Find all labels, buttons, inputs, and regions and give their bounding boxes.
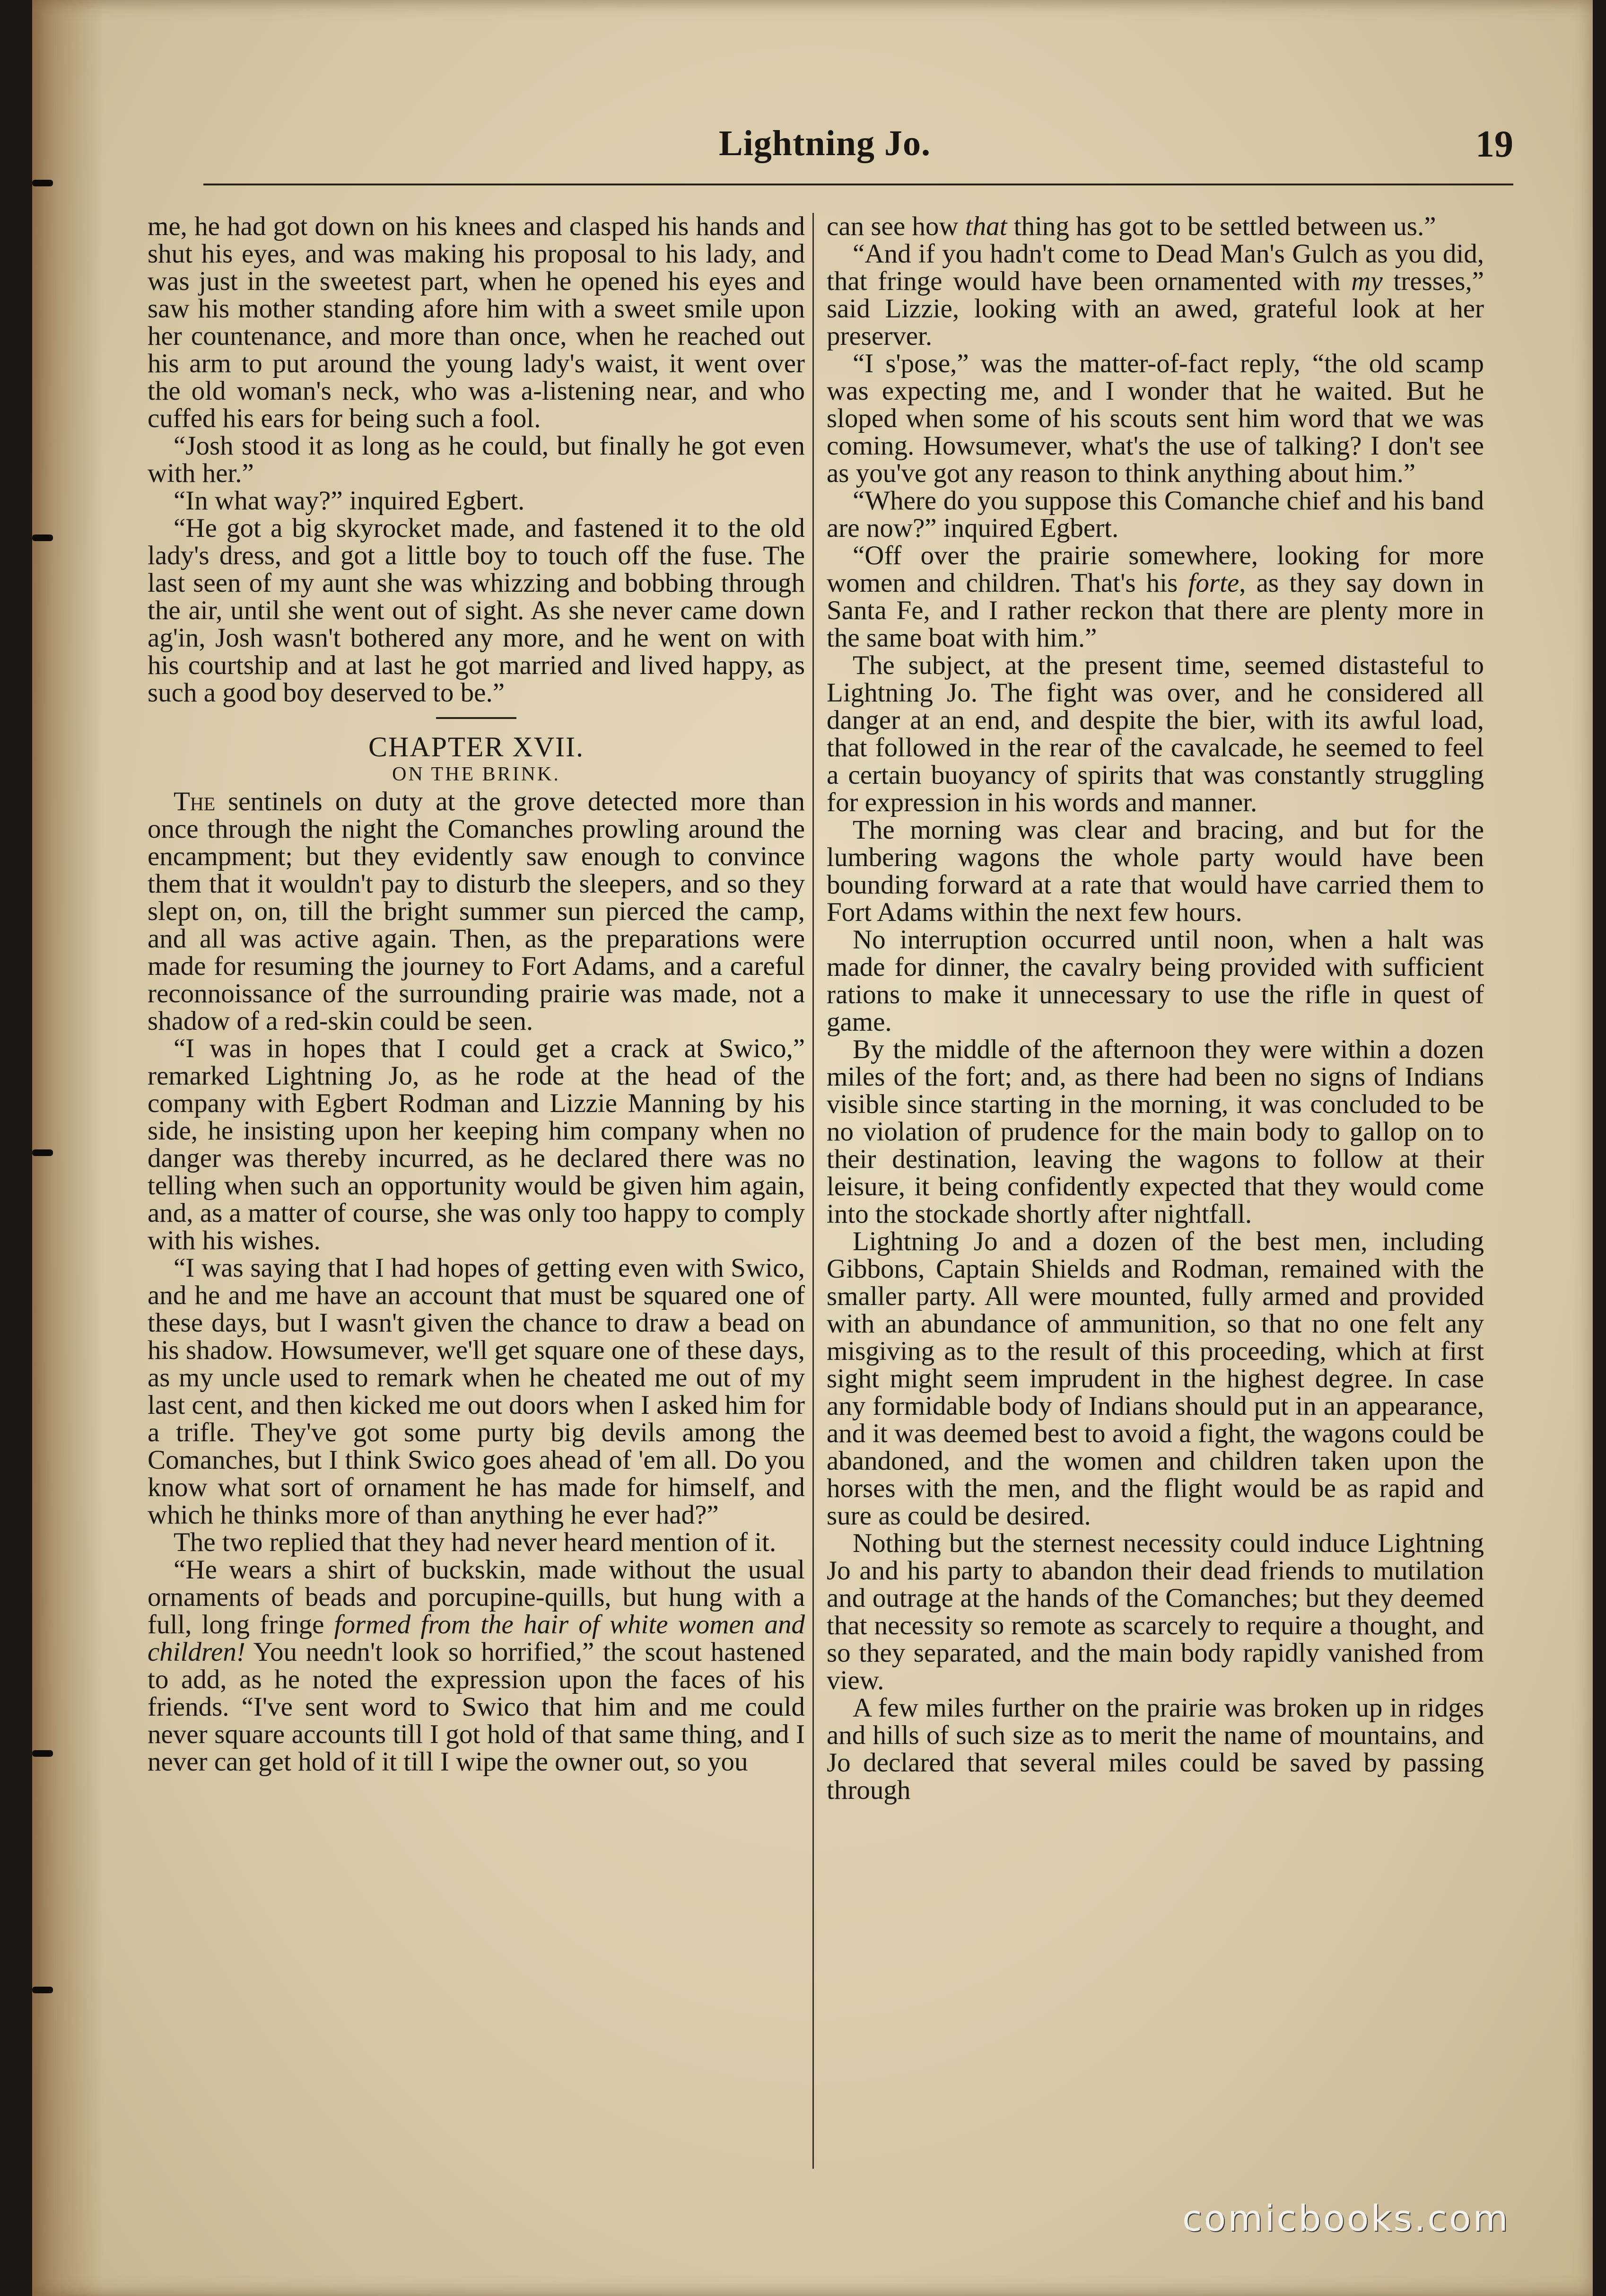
column-divider	[812, 213, 814, 2169]
paragraph-text: thing has got to be settled between us.”	[1007, 213, 1436, 241]
paragraph: “Josh stood it as long as he could, but finally he got even with her.”	[148, 431, 805, 488]
paragraph: “I was in hopes that I could get a crack at Swico,” remarked Lightning Jo, as he rode at the head of the company with Egbert Rodman and Lizzie Manning by his side, he insisting upon her keeping him company when no danger was thereby incurred, as he declared there was no telling when such an opportunity would be given him again, and, as a matter of course, she was only too happy to comply with his wishes.	[148, 1034, 805, 1255]
paragraph-text: “Off over the prairie somewhere, looking for more women and children. That's his	[827, 541, 1484, 598]
paragraph-text: sentinels on duty at the grove detected more than once through the night the Comanches prowling around the encampment; but they evidently saw enough to convince them that it wouldn't pay to disturb the sleepers, and so they slept on, on, till the bright summer sun pierced the camp, and all was active again. Then, as the preparations were made for resuming the journey to Fort Adams, and a careful reconnoissance of the surrounding prairie was made, not a shadow of a red-skin could be seen.	[148, 787, 805, 1036]
paragraph	[827, 213, 1484, 240]
paragraph: By the middle of the afternoon they were within a dozen miles of the fort; and, as there had been no signs of Indians visible since starting in the morning, it was concluded to be no violation of prudence for the main body to gallop on to their destination, leaving the wagons to follow at their leisure, it being confidently expected that they would come into the stockade shortly after nightfall.	[827, 1034, 1484, 1229]
page-header	[161, 114, 1513, 184]
binding-thread-mark	[32, 1149, 53, 1156]
paragraph	[148, 1556, 805, 1776]
paragraph: “I s'pose,” was the matter-of-fact reply, “the old scamp was expecting me, and I wonder that he waited. But he sloped when some of his scouts sent him word that we was coming. Howsumever, what's the use of talking? I don't see as you've got any reason to think anything about him.”	[827, 349, 1484, 488]
gutter-shadow	[32, 0, 103, 2296]
paragraph: A few miles further on the prairie was broken up in ridges and hills of such size as to merit the name of mountains, and Jo declared that several miles could be saved by passing through	[827, 1693, 1484, 1805]
chapter-title: CHAPTER XVII.	[368, 731, 584, 762]
paragraph-text: tresses,” said Lizzie, looking with an awed, grateful look at her preserver.	[827, 266, 1484, 351]
binding-thread-mark	[32, 1987, 53, 1993]
paragraph: Lightning Jo and a dozen of the best men, including Gibbons, Captain Shields and Rodman, remained with the smaller party. All were mounted, fully armed and provided with an abundance of ammunition, so that no one felt any misgiving as to the result of this proceeding, which at first sight might seem imprudent in the highest degree. In case any formidable body of Indians should put in an appearance, and it was deemed best to avoid a fight, the wagons could be abandoned, and the women and children taken upon the horses with the men, and the flight would be as rapid and sure as could be desired.	[827, 1227, 1484, 1531]
paragraph: “He got a big skyrocket made, and fastened it to the old lady's dress, and got a little boy to touch off the fuse. The last seen of my aunt she was whizzing and bobbing through the air, until she went out of sight. As she never came down ag'in, Josh wasn't bothered any more, and he went on with his courtship and at last he got married and lived happy, as such a good boy deserved to be.”	[148, 513, 805, 708]
paragraph: No interruption occurred until noon, when a halt was made for dinner, the cavalry being provided with sufficient rations to make it unnecessary to use the rifle in quest of game.	[827, 925, 1484, 1037]
page-number: 19	[1475, 123, 1513, 165]
paragraph: “Where do you suppose this Comanche chief and his band are now?” inquired Egbert.	[827, 486, 1484, 543]
paragraph-text: , as they say down in Santa Fe, and I rather reckon that there are plenty more in the same boat with him.”	[827, 568, 1484, 653]
small-caps-lead: The	[174, 787, 216, 816]
italic-text: my	[1351, 266, 1383, 296]
section-break-rule	[436, 717, 516, 719]
paragraph-text: “He wears a shirt of buckskin, made without the usual ornaments of beads and porcupine-quills, but hung with a full, long fringe	[148, 1555, 805, 1639]
running-title: Lightning Jo.	[719, 123, 931, 163]
italic-text: forte	[1188, 568, 1239, 598]
binding-thread-mark	[32, 535, 53, 541]
paragraph: Nothing but the sternest necessity could induce Lightning Jo and his party to abandon their dead friends to mutilation and outrage at the hands of the Comanches; but they deemed that necessity so remote as scarcely to require a thought, and so they separated, and the main body rapidly vanished from view.	[827, 1528, 1484, 1695]
header-rule	[203, 184, 1513, 185]
paragraph	[148, 788, 805, 1035]
binding-thread-mark	[32, 180, 53, 186]
binding-thread-mark	[32, 1750, 53, 1757]
chapter-subtitle: ON THE BRINK.	[392, 763, 560, 785]
italic-text: formed from the hair of white women and children!	[148, 1610, 805, 1667]
paragraph: The two replied that they had never heard mention of it.	[174, 1527, 777, 1557]
paragraph: “In what way?” inquired Egbert.	[174, 486, 525, 516]
right-column	[827, 213, 1484, 2171]
paragraph-text: can see how	[827, 213, 965, 241]
paragraph-text: “And if you hadn't come to Dead Man's Gulch as you did, that fringe would have been ornamented with	[827, 239, 1484, 296]
paragraph	[827, 240, 1484, 350]
left-column	[148, 213, 805, 2171]
paragraph-text: You needn't look so horrified,” the scout hastened to add, as he noted the expression upon the faces of his friends. “I've sent word to Swico that him and me could never square accounts till I got hold of that same thing, and I never can get hold of it till I wipe the owner out, so you	[148, 1637, 805, 1777]
paragraph: The subject, at the present time, seemed distasteful to Lightning Jo. The fight was over, and he considered all danger at an end, and despite the bier, with its awful load, that followed in the rear of the cavalcade, he seemed to feel a certain buoyancy of spirits that was constantly struggling for expression in his words and manner.	[827, 650, 1484, 817]
paragraph: “I was saying that I had hopes of getting even with Swico, and he and me have an account that must be squared one of these days, but I wasn't given the chance to draw a bead on his shadow. Howsumever, we'll get square one of these days, as my uncle used to remark when he cheated me out of my last cent, and then kicked me out doors when I asked him for a trifle. They've got some purty big devils among the Comanches, but I think Swico goes ahead of 'em all. Do you know what sort of ornament he has made for himself, and which he thinks more of than anything he ever had?”	[148, 1253, 805, 1530]
paragraph: me, he had got down on his knees and clasped his hands and shut his eyes, and was making his proposal to his lady, and was just in the sweetest part, when he opened his eyes and saw his mother standing afore him with a sweet smile upon her countenance, and more than once, when he reached out his arm to put around the young lady's waist, it went over the old woman's neck, who was a-listening near, and who cuffed his ears for being such a fool.	[148, 213, 805, 433]
watermark: comicbooks.com	[1182, 2197, 1510, 2239]
italic-text: that	[965, 213, 1007, 241]
paragraph: The morning was clear and bracing, and but for the lumbering wagons the whole party would have been bounding forward at a rate that would have carried them to Fort Adams within the next few hours.	[827, 815, 1484, 927]
paragraph	[827, 542, 1484, 652]
